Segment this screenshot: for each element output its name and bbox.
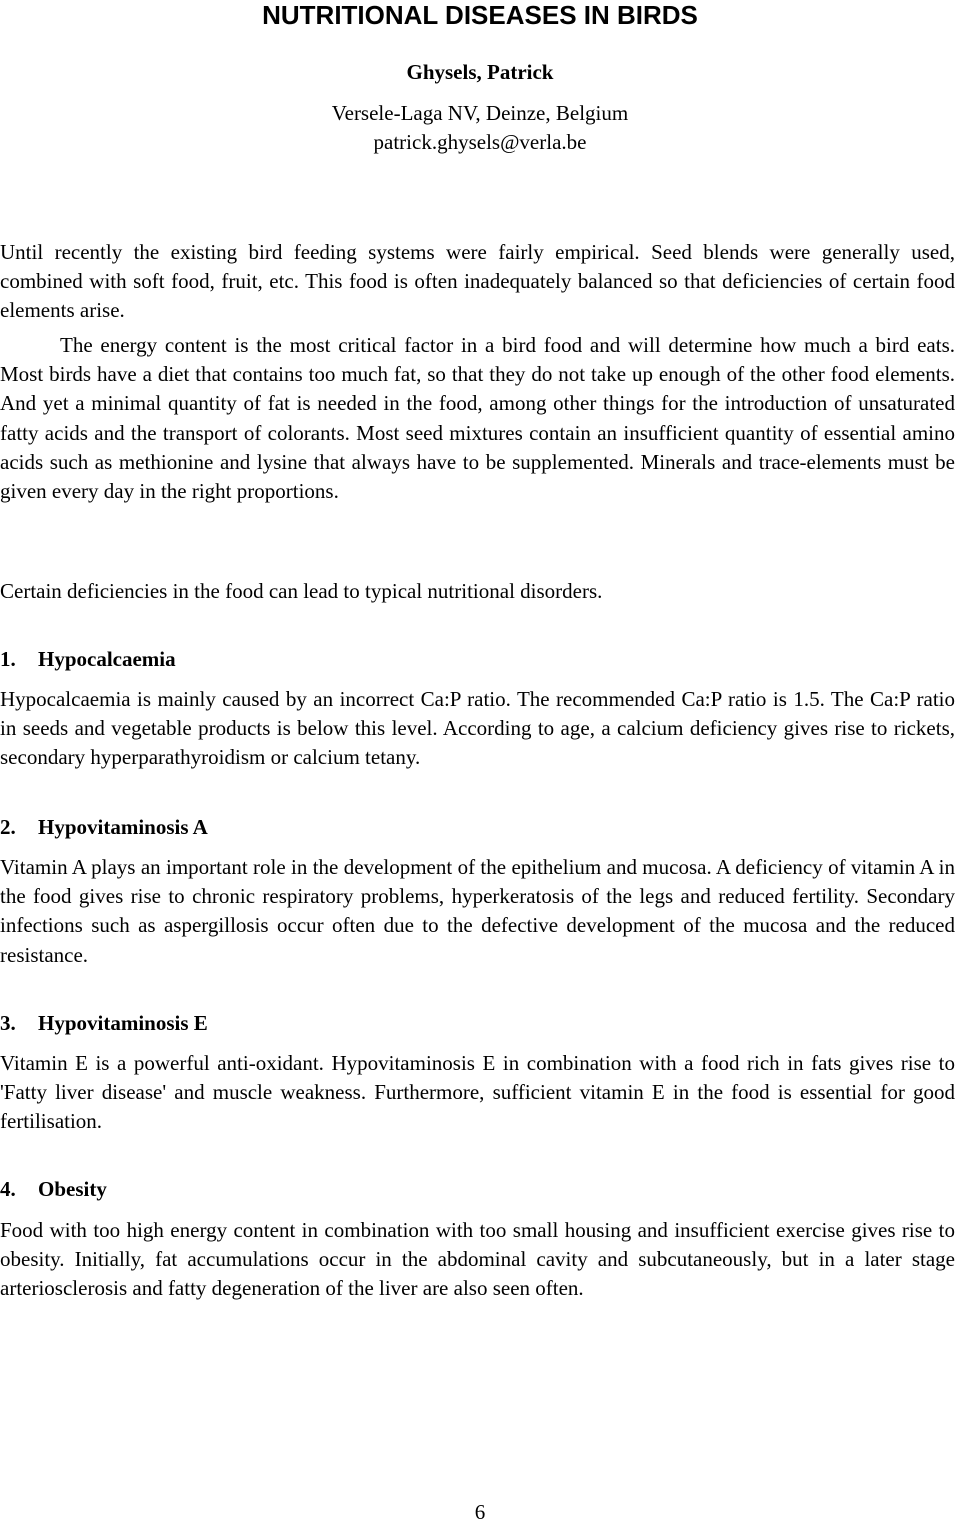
author-email: patrick.ghysels@verla.be [373,130,587,154]
intro-paragraph-1: Until recently the existing bird feeding systems were fairly empirical. Seed blends were generally used, combined with soft food, fruit, etc. This food is often inadequately balanced so that deficiencies of certain food elements arise. [0,240,955,323]
section-heading-hypovitaminosis-a [0,813,208,841]
section-heading-obesity [0,1175,107,1203]
intro-paragraph-2: The energy content is the most critical factor in a bird food and will determine how much a bird eats. Most birds have a diet that contains too much fat, so that they do not take up enough of the other food elements. And yet a minimal quantity of fat is needed in the food, among other things for the introduction of unsaturated fatty acids and the transport of colorants. Most seed mixtures contain an insufficient quantity of essential amino acids such as methionine and lysine that always have to be supplemented. Minerals and trace-elements must be given every day in the right proportions. [0,333,955,504]
section-title: Hypocalcaemia [38,647,176,671]
section-text-hypocalcaemia: Hypocalcaemia is mainly caused by an incorrect Ca:P ratio. The recommended Ca:P ratio is 1.5. The Ca:P ratio in seeds and vegetable products is below this level. According to age, a calcium deficiency gives rise to rickets, secondary hyperparathyroidism or calcium tetany. [0,687,955,770]
page-number: 6 [474,1500,486,1524]
intro-paragraph-3: Certain deficiencies in the food can lead to typical nutritional disorders. [0,579,603,603]
section-title: Obesity [38,1177,107,1201]
section-text-obesity: Food with too high energy content in combination with too small housing and insufficient exercise gives rise to obesity. Initially, fat accumulations occur in the abdominal cavity and subcutaneously, but in a later stage arteriosclerosis and fatty degeneration of the liver are also seen often. [0,1218,955,1301]
section-title: Hypovitaminosis A [38,815,208,839]
author-affiliation: Versele-Laga NV, Deinze, Belgium [331,101,629,125]
section-number: 1. [0,647,16,671]
section-heading-hypocalcaemia [0,645,176,673]
section-number: 3. [0,1011,16,1035]
author-name: Ghysels, Patrick [406,60,554,84]
section-text-hypovitaminosis-e: Vitamin E is a powerful anti-oxidant. Hypovitaminosis E in combination with a food rich in fats gives rise to 'Fatty liver disease' and muscle weakness. Furthermore, sufficient vitamin E in the food is essential for good fertilisation. [0,1051,955,1134]
section-title: Hypovitaminosis E [38,1011,208,1035]
document-title: NUTRITIONAL DISEASES IN BIRDS [262,0,698,30]
section-number: 2. [0,815,16,839]
section-text-hypovitaminosis-a: Vitamin A plays an important role in the development of the epithelium and mucosa. A deficiency of vitamin A in the food gives rise to chronic respiratory problems, hyperkeratosis of the legs and reduced fertility. Secondary infections such as aspergillosis occur often due to the defective development of the mucosa and the reduced resistance. [0,855,955,967]
section-heading-hypovitaminosis-e [0,1009,208,1037]
section-number: 4. [0,1177,16,1201]
